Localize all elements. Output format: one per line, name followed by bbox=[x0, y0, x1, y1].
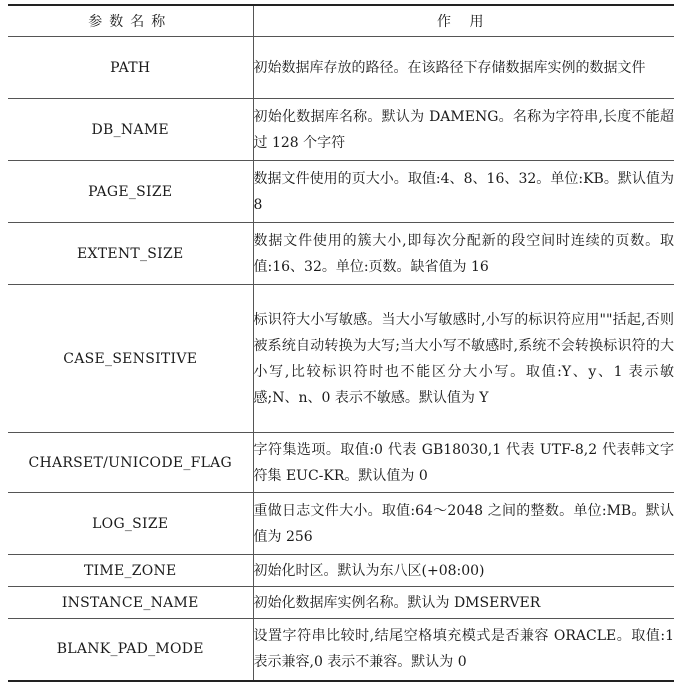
param-description: 初始化时区。默认为东八区(+08:00) bbox=[253, 555, 674, 587]
param-name: DB_NAME bbox=[8, 99, 253, 161]
param-name: CASE_SENSITIVE bbox=[8, 285, 253, 433]
param-name: EXTENT_SIZE bbox=[8, 223, 253, 285]
table-row bbox=[8, 223, 674, 285]
header-param-name: 参数名称 bbox=[8, 5, 253, 37]
param-name: CHARSET/UNICODE_FLAG bbox=[8, 433, 253, 493]
param-description: 数据文件使用的簇大小,即每次分配新的段空间时连续的页数。取值:16、32。单位:页数。缺省值为 16 bbox=[253, 223, 674, 285]
table-header-row bbox=[8, 5, 674, 37]
table-row bbox=[8, 433, 674, 493]
table-row bbox=[8, 99, 674, 161]
param-name: BLANK_PAD_MODE bbox=[8, 619, 253, 681]
parameter-table bbox=[8, 4, 674, 682]
param-name: INSTANCE_NAME bbox=[8, 587, 253, 619]
param-description: 初始化数据库实例名称。默认为 DMSERVER bbox=[253, 587, 674, 619]
table-row bbox=[8, 587, 674, 619]
param-description: 初始数据库存放的路径。在该路径下存储数据库实例的数据文件 bbox=[253, 37, 674, 99]
param-name: PATH bbox=[8, 37, 253, 99]
table-row bbox=[8, 619, 674, 681]
param-description: 数据文件使用的页大小。取值:4、8、16、32。单位:KB。默认值为 8 bbox=[253, 161, 674, 223]
table-row bbox=[8, 37, 674, 99]
param-description: 重做日志文件大小。取值:64～2048 之间的整数。单位:MB。默认值为 256 bbox=[253, 493, 674, 555]
param-name: LOG_SIZE bbox=[8, 493, 253, 555]
table-row bbox=[8, 555, 674, 587]
param-name: TIME_ZONE bbox=[8, 555, 253, 587]
param-description: 初始化数据库名称。默认为 DAMENG。名称为字符串,长度不能超过 128 个字符 bbox=[253, 99, 674, 161]
param-description: 设置字符串比较时,结尾空格填充模式是否兼容 ORACLE。取值:1 表示兼容,0 表示不兼容。默认为 0 bbox=[253, 619, 674, 681]
table-row bbox=[8, 285, 674, 433]
param-description: 字符集选项。取值:0 代表 GB18030,1 代表 UTF-8,2 代表韩文字符集 EUC-KR。默认值为 0 bbox=[253, 433, 674, 493]
table-row bbox=[8, 161, 674, 223]
param-description: 标识符大小写敏感。当大小写敏感时,小写的标识符应用""括起,否则被系统自动转换为大写;当大小写不敏感时,系统不会转换标识符的大小写,比较标识符时也不能区分大小写。取值:Y、y、1 表示敏感;N、n、0 表示不敏感。默认值为 Y bbox=[253, 285, 674, 433]
param-name: PAGE_SIZE bbox=[8, 161, 253, 223]
table-row bbox=[8, 493, 674, 555]
header-purpose: 作 用 bbox=[253, 5, 674, 37]
